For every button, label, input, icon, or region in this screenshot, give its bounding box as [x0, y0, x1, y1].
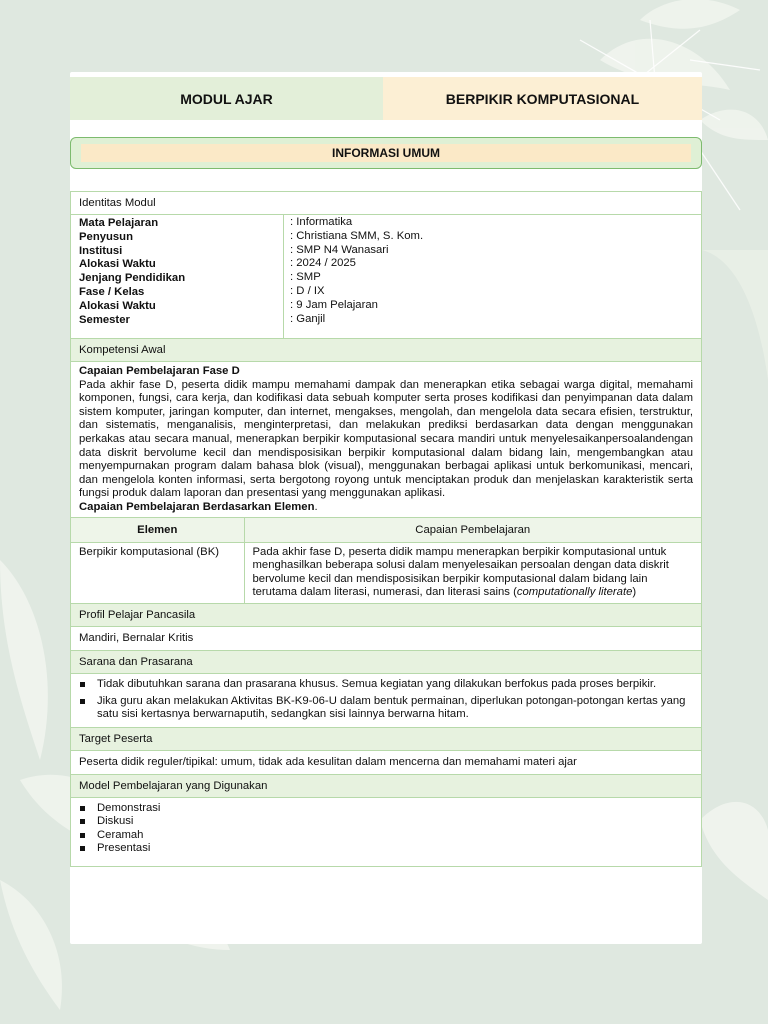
module-document — [70, 77, 702, 867]
header-module-title: MODUL AJAR — [70, 77, 383, 120]
section-model-heading: Model Pembelajaran yang Digunakan — [71, 775, 701, 798]
list-item: Demonstrasi — [79, 802, 693, 816]
section-profil-heading: Profil Pelajar Pancasila — [71, 604, 701, 627]
capaian-text: Pada akhir fase D, peserta didik mampu menerapkan berpikir komputasional untuk menghasilkan beberapa solusi dalam menyelesaikan persoalan dengan data diskrit bervolume kecil dan mendisposisikan berpikir komputasional dalam bidang lain terutama dalam literasi, numerasi, dan literasi sains ( — [252, 545, 669, 599]
elemen-table-header — [71, 517, 701, 542]
identitas-label: Alokasi Waktu — [79, 299, 156, 312]
identitas-value: : SMP N4 Wanasari — [290, 243, 389, 256]
header-topic-title: BERPIKIR KOMPUTASIONAL — [383, 77, 702, 120]
capaian-italic-text: computationally literate — [516, 586, 633, 599]
identitas-value: : 2024 / 2025 — [290, 257, 356, 270]
list-item: Tidak dibutuhkan sarana dan prasarana khusus. Semua kegiatan yang dilakukan berfokus pada proses berpikir. — [79, 678, 693, 692]
elemen-table — [71, 517, 701, 604]
identitas-label: Mata Pelajaran — [79, 217, 159, 229]
identitas-label: Jenjang Pendidikan — [79, 272, 186, 285]
section-sarana-heading: Sarana dan Prasarana — [71, 651, 701, 674]
section-kompetensi-heading: Kompetensi Awal — [71, 339, 701, 362]
sarana-list — [71, 674, 701, 727]
module-info-table — [70, 191, 702, 867]
sarana-content — [71, 674, 701, 728]
identitas-value: : Christiana SMM, S. Kom. — [290, 229, 424, 242]
list-item: Ceramah — [79, 829, 693, 843]
identitas-label: Fase / Kelas — [79, 285, 145, 298]
model-list — [71, 798, 701, 858]
list-item: Presentasi — [79, 842, 693, 856]
cp-elemen-title: Capaian Pembelajaran Berdasarkan Elemen — [79, 500, 315, 513]
identitas-label: Institusi — [79, 244, 123, 257]
profil-value: Mandiri, Bernalar Kritis — [71, 627, 701, 651]
cp-fase-text: Pada akhir fase D, peserta didik mampu memahami dampak dan menerapkan etika sebagai warga digital, memahami komponen, fungsi, cara kerja, dan kodifikasi data sebuah komputer serta proses kodifikasi dan penyimpanan data dalam sistem komputer, jaringan komputer, dan internet, mengakses, mengolah, dan mengelola data secara efisien, terstruktur, dan sistematis, menganalisis, menginterpretasi, dan melakukan prediksi berdasarkan data dengan menggunakan perkakas atau secara manual, menerapkan berpikir komputasional secara mandiri untuk menyelesaikanpersoalandengan data diskrit bervolume kecil dan mendisposisikan berpikir komputasional dalam bidang lain, mengembangkan atau menyempurnakan program dalam bahasa blok (visual), menggunakan berbagai aplikasi untuk berkomunikasi, mencari, dan mengelola konten informasi, serta bergotong royong untuk menciptakan produk dan menjelaskan karakteristik serta fungsi produk dalam laporan dan presentasi yang menggunakan aplikasi. — [79, 378, 693, 500]
identitas-value: : Ganjil — [290, 312, 326, 325]
identitas-values — [283, 215, 693, 338]
identitas-value: : Informatika — [290, 216, 353, 228]
cp-elemen-title-suffix: . — [314, 500, 318, 513]
identitas-labels — [79, 216, 283, 336]
info-banner-title: INFORMASI UMUM — [81, 144, 691, 162]
identitas-table — [71, 215, 701, 339]
identitas-value: : 9 Jam Pelajaran — [290, 298, 378, 311]
identitas-value: : D / IX — [290, 284, 325, 297]
list-item: Jika guru akan melakukan Aktivitas BK-K9-06-U dalam bentuk permainan, diperlukan potongan-potongan kertas yang satu sisi kertasnya berwarnaputih, sedangkan sisi lainnya berwarna hitam. — [79, 695, 693, 722]
cp-elemen-title-line — [79, 501, 693, 515]
identitas-label: Penyusun — [79, 230, 133, 243]
kompetensi-content — [71, 362, 701, 517]
model-content — [71, 798, 701, 866]
section-identitas-heading: Identitas Modul — [71, 192, 701, 215]
info-banner — [70, 137, 702, 169]
cp-fase-title: Capaian Pembelajaran Fase D — [79, 365, 240, 377]
table-row — [71, 542, 701, 603]
identitas-label: Alokasi Waktu — [79, 258, 156, 271]
col-elemen-header: Elemen — [71, 517, 244, 542]
identitas-label: Semester — [79, 313, 130, 326]
list-item: Diskusi — [79, 815, 693, 829]
capaian-text-end: ) — [632, 586, 637, 599]
elemen-cell: Berpikir komputasional (BK) — [71, 542, 244, 603]
identitas-value: : SMP — [290, 271, 321, 284]
module-header — [70, 77, 702, 120]
capaian-cell — [244, 542, 701, 603]
target-value: Peserta didik reguler/tipikal: umum, tidak ada kesulitan dalam mencerna dan memahami materi ajar — [71, 751, 701, 775]
section-target-heading: Target Peserta — [71, 728, 701, 751]
col-capaian-header: Capaian Pembelajaran — [244, 517, 701, 542]
